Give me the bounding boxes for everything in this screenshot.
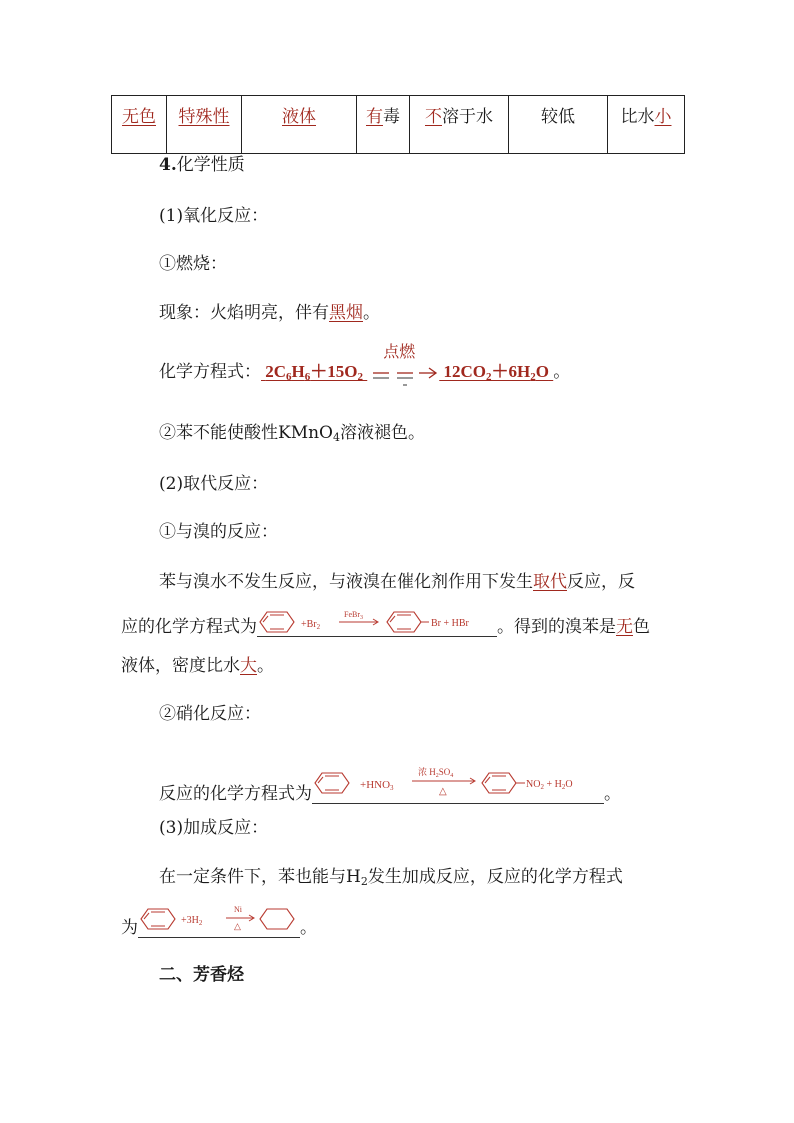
bromination-paragraph-line2: 应的化学方程式为 $+Br_2$ FeBr$_3$ Br + HBr 。得到的溴苯是无色 bbox=[121, 610, 650, 637]
addition-heading: (3)加成反应： bbox=[159, 818, 269, 838]
section-heading-chemical-properties: 4.化学性质 bbox=[159, 155, 245, 175]
benzene-ring-icon bbox=[260, 612, 294, 632]
svg-text:+HNO3: +HNO3 bbox=[360, 779, 394, 792]
oxidation-heading: (1)氧化反应： bbox=[159, 206, 269, 226]
combustion-equation-line: 化学方程式： $2C_6H_6+15O_2$ 点燃 $12CO_2+6H_2O$ 。 bbox=[159, 357, 570, 383]
benzene-ring-icon bbox=[482, 773, 516, 793]
table-cell: 有毒 bbox=[357, 96, 410, 154]
svg-text:+3H2: $+3H_2$ bbox=[181, 915, 203, 927]
table-cell: 液体 bbox=[242, 96, 357, 154]
kmno4-line: ②苯不能使酸性KMnO$_4$溶液褪色。 bbox=[159, 423, 425, 444]
nitration-label: ②硝化反应： bbox=[159, 704, 261, 724]
bromination-paragraph-line1: 苯与溴水不发生反应，与液溴在催化剂作用下发生取代反应，反 bbox=[159, 572, 635, 592]
table-cell: 特殊性 bbox=[167, 96, 242, 154]
phenomenon-line: 现象：火焰明亮，伴有黑烟。 bbox=[159, 303, 380, 323]
bromination-label: ①与溴的反应： bbox=[159, 522, 278, 542]
svg-text:FeBr3: FeBr$_3$ bbox=[344, 610, 363, 621]
benzene-ring-icon bbox=[387, 612, 421, 632]
table-cell: 比水小 bbox=[608, 96, 685, 154]
bromination-paragraph-line3: 液体，密度比水大。 bbox=[121, 656, 274, 676]
svg-text:NO2 + H2O: $NO_2 + H_2O$ bbox=[526, 779, 573, 791]
table-row bbox=[112, 96, 685, 154]
svg-text:+Br2: $+Br_2$ bbox=[301, 619, 321, 631]
nitration-equation bbox=[312, 761, 604, 804]
table-cell: 较低 bbox=[509, 96, 608, 154]
substitution-heading: (2)取代反应： bbox=[159, 474, 269, 494]
nitration-equation-graphic bbox=[312, 761, 604, 803]
arrow-icon bbox=[367, 357, 439, 387]
benzene-ring-icon bbox=[315, 773, 349, 793]
svg-text:Br + HBr: Br + HBr bbox=[431, 618, 469, 629]
section-heading-aromatic-hydrocarbons: 二、芳香烃 bbox=[159, 965, 244, 985]
nitration-equation-line: 反应的化学方程式为 +HNO3 浓 $H_2SO_4$ △ $NO_2 + H_2O$ 。 bbox=[159, 761, 621, 804]
benzene-ring-icon bbox=[141, 909, 175, 929]
bromination-equation bbox=[257, 608, 497, 637]
bromination-equation-graphic bbox=[257, 608, 497, 636]
addition-paragraph-line2: 为 $+3H_2$ Ni △ 。 bbox=[121, 905, 317, 938]
cyclohexane-ring-icon bbox=[260, 909, 294, 929]
table-cell: 不溶于水 bbox=[410, 96, 509, 154]
ignition-arrow: 点燃 bbox=[367, 357, 439, 377]
hydrogenation-equation-graphic bbox=[138, 905, 300, 937]
physical-properties-table bbox=[111, 95, 685, 154]
svg-text:△: △ bbox=[439, 786, 447, 797]
combustion-label: ①燃烧： bbox=[159, 254, 227, 274]
svg-text:Ni: Ni bbox=[234, 905, 242, 914]
hydrogenation-equation bbox=[138, 905, 300, 938]
table-cell: 无色 bbox=[112, 96, 167, 154]
svg-text:浓 H2SO4: 浓 $H_2SO_4$ bbox=[418, 767, 454, 779]
svg-text:△: △ bbox=[234, 921, 241, 931]
addition-paragraph-line1: 在一定条件下，苯也能与$H_2$发生加成反应，反应的化学方程式 bbox=[159, 867, 623, 888]
